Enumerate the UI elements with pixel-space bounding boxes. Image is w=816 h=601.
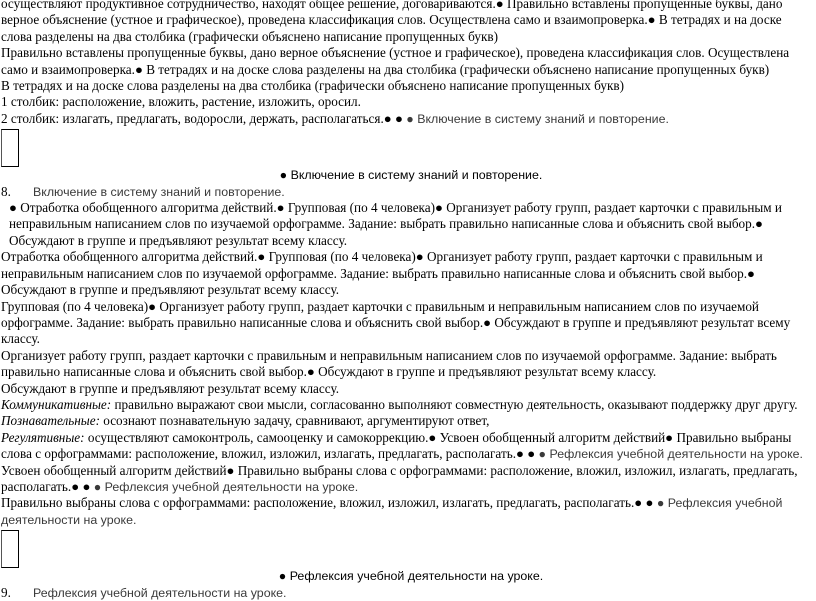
centered-heading-9 [1, 568, 809, 584]
centered-heading-8-text: ● Включение в систему знаний и повторение. [279, 168, 543, 183]
section-number-8: 8. [1, 183, 11, 199]
section-number-9: 9. [1, 584, 11, 600]
empty-cell-box [1, 129, 19, 167]
regulatory-text: осуществляют самоконтроль, самооценку и самокоррекцию.● Усвоен обобщенный алгоритм действий● Правильно выбраны слова с орфограммами: расположение, вложил, изложил, излагать, предлагать, располагать.● ● [1, 429, 792, 462]
cognitive-text: осознают познавательную задачу, сравнивают, аргументируют ответ, [99, 413, 490, 429]
paragraph-6: ● Отработка обобщенного алгоритма действий.● Групповая (по 4 человека)● Организует работу групп, раздает карточки с правильным и неправильным написанием слов по изучаемой орфограмме. Задание: выбрать правильно написанные слова и объяснить свой выбор.● Обсуждают в группе и предъявляют результат всему классу. [9, 200, 782, 248]
paragraph-1: осуществляют продуктивное сотрудничество, находят общее решение, договариваются.● Правильно вставлены пропущенные буквы, дано верное объяснение (устное и графическое), проведена классификация слов. Осуществлена само и взаимопроверка.● В тетрадях и на доске слова разделены на два столбика (графически объяснено написание пропущенных букв) [1, 0, 783, 44]
document-body [1, 0, 809, 601]
column-2-line [1, 111, 809, 127]
paragraph-8: Групповая (по 4 человека)● Организует работу групп, раздает карточки с правильным и неправильным написанием слов по изучаемой орфограмме. Задание: выбрать правильно написанные слова и объяснить свой выбор.● Обсуждают в группе и предъявляют результат всему классу. [1, 298, 791, 347]
paragraph-15-text: Правильно выбраны слова с орфограммами: расположение, вложил, изложил, излагать, предлагать, располагать.● ● [1, 495, 654, 511]
paragraph-14 [1, 463, 809, 496]
regulatory-label: Регулятивные: [1, 429, 85, 445]
regulatory-tail: ● Рефлексия учебной деятельности на уроке. [538, 447, 803, 462]
paragraph-communicative [1, 397, 809, 413]
paragraph-15 [1, 495, 809, 528]
paragraph-15-tail: ● Рефлексия учебной деятельности на уроке. [1, 496, 783, 527]
paragraph-cognitive [1, 413, 809, 429]
column-2-text: 2 столбик: излагать, предлагать, водоросли, держать, располагаться.● ● [1, 110, 403, 126]
communicative-label: Коммуникативные: [1, 396, 112, 412]
paragraph-10: Обсуждают в группе и предъявляют результат всему классу. [1, 380, 340, 396]
section-heading-9 [1, 585, 809, 601]
paragraph-regulatory [1, 430, 809, 463]
paragraph-3: В тетрадях и на доске слова разделены на два столбика (графически объяснено написание пропущенных букв) [1, 78, 624, 94]
section-title-9: Рефлексия учебной деятельности на уроке. [33, 585, 287, 600]
section-title-8: Включение в систему знаний и повторение. [33, 184, 285, 199]
cognitive-label: Познавательные: [1, 413, 100, 429]
communicative-text: правильно выражают свои мысли, согласованно выполняют совместную деятельность, оказывают поддержку друг другу. [111, 396, 798, 412]
paragraph-14-tail: ● Рефлексия учебной деятельности на уроке. [93, 479, 359, 494]
empty-cell-box-2 [1, 530, 19, 568]
paragraph-7: Отработка обобщенного алгоритма действий.● Групповая (по 4 человека)● Организует работу групп, раздает карточки с правильным и неправильным написанием слов по изучаемой орфограмме. Задание: выбрать правильно написанные слова и объяснить свой выбор.● Обсуждают в группе и предъявляют результат всему классу. [1, 249, 763, 298]
paragraph-9: Организует работу групп, раздает карточки с правильным и неправильным написанием слов по изучаемой орфограмме. Задание: выбрать правильно написанные слова и объяснить свой выбор.● Обсуждают в группе и предъявляют результат всему классу. [1, 347, 777, 380]
paragraph-2: Правильно вставлены пропущенные буквы, дано верное объяснение (устное и графическое), проведена классификация слов. Осуществлена само и взаимопроверка.● В тетрадях и на доске слова разделены на два столбика (графически объяснено написание пропущенных букв) [1, 45, 790, 77]
section-heading-8 [1, 184, 809, 200]
column-2-tail: ● Включение в систему знаний и повторение. [406, 111, 669, 126]
centered-heading-9-text: ● Рефлексия учебной деятельности на уроке. [278, 569, 544, 584]
column-1-line: 1 столбик: расположение, вложить, растение, изложить, оросил. [1, 94, 361, 110]
paragraph-14-text: Усвоен обобщенный алгоритм действий● Правильно выбраны слова с орфограммами: расположение, вложил, изложил, излагать, предлагать, располагать.● ● [1, 462, 798, 494]
centered-heading-8 [1, 167, 809, 183]
